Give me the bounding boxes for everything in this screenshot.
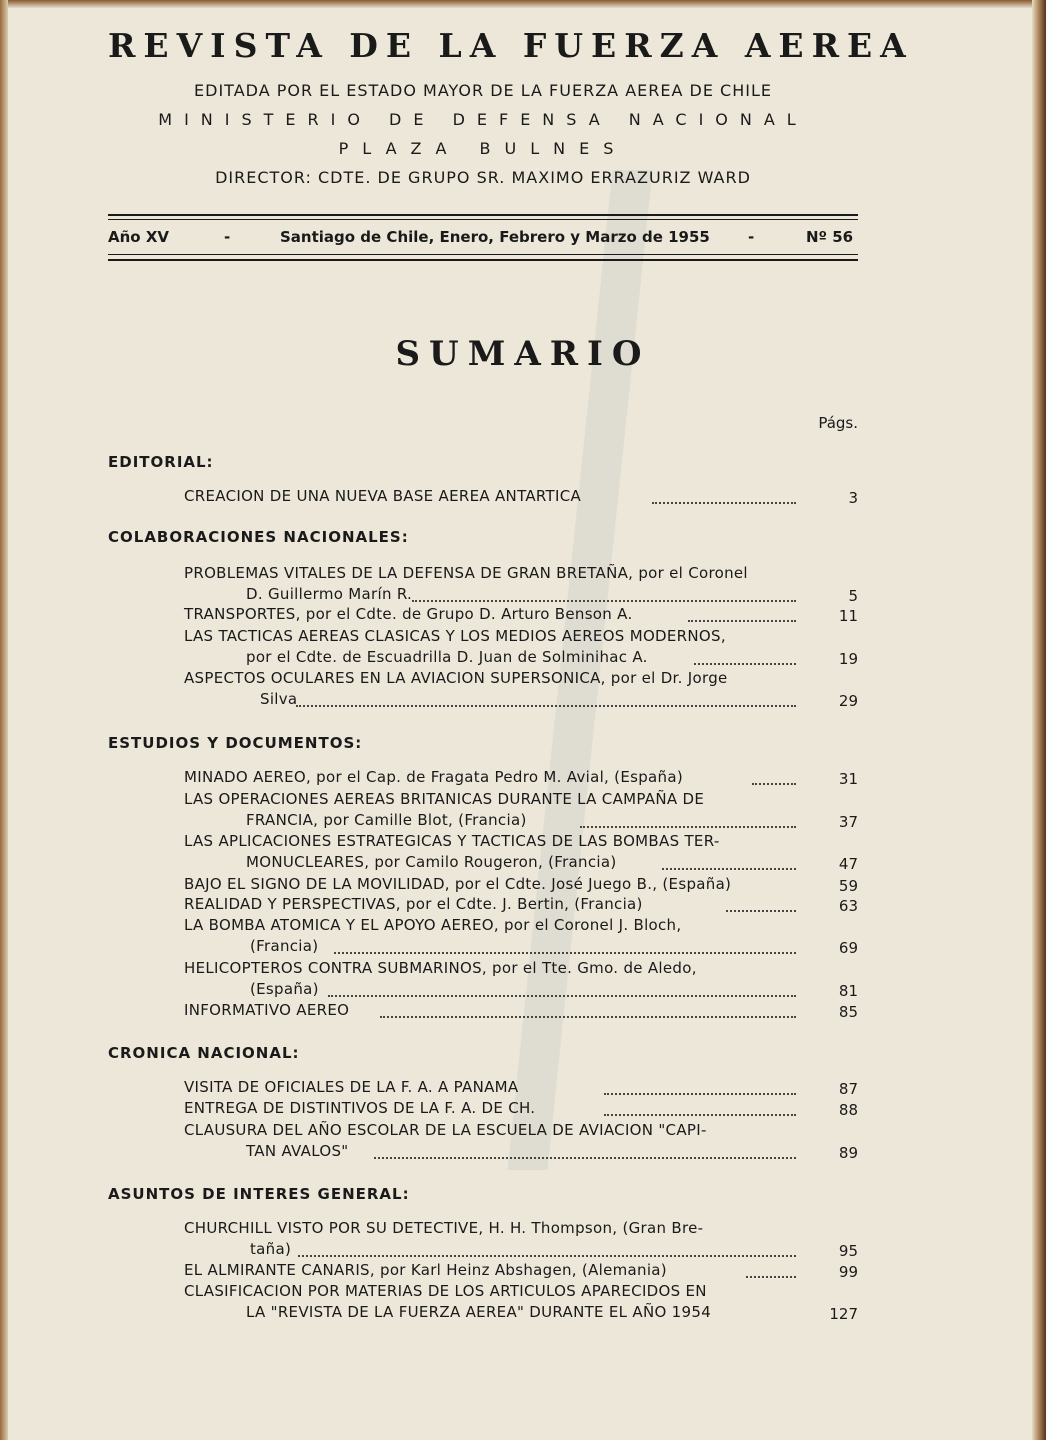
toc-entry-page: 29	[838, 692, 858, 710]
toc-entry-page: 19	[838, 650, 858, 668]
address-line: PLAZA BULNES	[338, 139, 628, 158]
section-editorial: EDITORIAL:	[108, 453, 214, 471]
toc-entry-continuation: taña)	[250, 1240, 292, 1258]
toc-entry-title: EL ALMIRANTE CANARIS, por Karl Heinz Abshagen, (Alemania)	[184, 1261, 667, 1279]
leader-dots	[652, 500, 796, 504]
issue-dash-2: -	[748, 228, 755, 246]
rule-top-1	[108, 214, 858, 216]
issue-number: Nº 56	[806, 228, 854, 246]
issue-info-row	[108, 228, 858, 250]
toc-entry-title: CLAUSURA DEL AÑO ESCOLAR DE LA ESCUELA DE AVIACION "CAPI-	[184, 1121, 707, 1139]
leader-dots	[374, 1155, 796, 1159]
toc-entry-continuation: TAN AVALOS"	[246, 1142, 349, 1160]
leader-dots	[328, 993, 796, 997]
leader-dots	[688, 618, 796, 622]
page-edge-top	[0, 0, 1046, 8]
page-edge-right	[1032, 0, 1046, 1440]
section-asuntos: ASUNTOS DE INTERES GENERAL:	[108, 1185, 410, 1203]
toc-entry-title: TRANSPORTES, por el Cdte. de Grupo D. Arturo Benson A.	[184, 605, 633, 623]
issue-place-date: Santiago de Chile, Enero, Febrero y Marzo de 1955	[280, 228, 710, 246]
leader-dots	[296, 703, 796, 707]
toc-entry-page: 59	[838, 877, 858, 895]
toc-entry-page: 89	[838, 1144, 858, 1162]
leader-dots	[580, 824, 796, 828]
toc-entry-title: MINADO AEREO, por el Cap. de Fragata Pedro M. Avial, (España)	[184, 768, 683, 786]
leader-dots	[298, 1253, 796, 1257]
toc-entry-title: ASPECTOS OCULARES EN LA AVIACION SUPERSONICA, por el Dr. Jorge	[184, 669, 728, 687]
toc-entry-title: CREACION DE UNA NUEVA BASE AEREA ANTARTICA	[184, 487, 582, 505]
director-line: DIRECTOR: CDTE. DE GRUPO SR. MAXIMO ERRAZURIZ WARD	[215, 168, 751, 187]
toc-entry-page: 99	[838, 1263, 858, 1281]
section-colaboraciones: COLABORACIONES NACIONALES:	[108, 528, 409, 546]
toc-entry-page: 63	[838, 897, 858, 915]
toc-entry-title: BAJO EL SIGNO DE LA MOVILIDAD, por el Cdte. José Juego B., (España)	[184, 875, 732, 893]
toc-entry-title: LAS TACTICAS AEREAS CLASICAS Y LOS MEDIOS AEREOS MODERNOS,	[184, 627, 726, 645]
leader-dots	[662, 866, 796, 870]
leader-dots	[752, 781, 796, 785]
toc-entry-continuation: FRANCIA, por Camille Blot, (Francia)	[246, 811, 527, 829]
toc-entry-continuation: D. Guillermo Marín R.	[246, 585, 413, 603]
toc-entry-page: 37	[838, 813, 858, 831]
toc-entry-page: 11	[838, 607, 858, 625]
rule-bottom-1	[108, 254, 858, 255]
toc-entry-continuation: MONUCLEARES, por Camilo Rougeron, (Francia)	[246, 853, 617, 871]
toc-entry-page: 127	[829, 1305, 858, 1323]
pages-column-label: Págs.	[818, 414, 858, 432]
toc-entry-page: 81	[838, 982, 858, 1000]
toc-entry-page: 87	[838, 1080, 858, 1098]
section-cronica: CRONICA NACIONAL:	[108, 1044, 300, 1062]
leader-dots	[334, 950, 796, 954]
toc-entry-title: LA BOMBA ATOMICA Y EL APOYO AEREO, por el Coronel J. Bloch,	[184, 916, 682, 934]
publisher-line: EDITADA POR EL ESTADO MAYOR DE LA FUERZA AEREA DE CHILE	[194, 81, 772, 100]
toc-entry-title: VISITA DE OFICIALES DE LA F. A. A PANAMA	[184, 1078, 519, 1096]
toc-entry-page: 95	[838, 1242, 858, 1260]
sumario-heading: SUMARIO	[395, 334, 651, 374]
toc-entry-title: CHURCHILL VISTO POR SU DETECTIVE, H. H. Thompson, (Gran Bre-	[184, 1219, 704, 1237]
toc-entry-title: INFORMATIVO AEREO	[184, 1001, 350, 1019]
page-edge-left	[0, 0, 8, 1440]
leader-dots	[412, 598, 796, 602]
toc-entry-title: HELICOPTEROS CONTRA SUBMARINOS, por el Tte. Gmo. de Aledo,	[184, 959, 697, 977]
toc-entry-continuation: (España)	[250, 980, 319, 998]
toc-entry-page: 47	[838, 855, 858, 873]
leader-dots	[604, 1112, 796, 1116]
toc-entry-continuation: por el Cdte. de Escuadrilla D. Juan de Solminihac A.	[246, 648, 648, 666]
toc-entry-title: PROBLEMAS VITALES DE LA DEFENSA DE GRAN BRETAÑA, por el Coronel	[184, 564, 748, 582]
rule-top-2	[108, 219, 858, 220]
leader-dots	[726, 908, 796, 912]
leader-dots	[604, 1091, 796, 1095]
leader-dots	[746, 1274, 796, 1278]
toc-entry-title: CLASIFICACION POR MATERIAS DE LOS ARTICULOS APARECIDOS EN	[184, 1282, 707, 1300]
leader-dots	[380, 1014, 796, 1018]
toc-entry-page: 88	[838, 1101, 858, 1119]
issue-dash-1: -	[224, 228, 231, 246]
issue-year: Año XV	[108, 228, 169, 246]
toc-entry-title: ENTREGA DE DISTINTIVOS DE LA F. A. DE CH.	[184, 1099, 536, 1117]
leader-dots	[694, 661, 796, 665]
toc-entry-page: 3	[848, 489, 858, 507]
toc-entry-page: 85	[838, 1003, 858, 1021]
section-estudios: ESTUDIOS Y DOCUMENTOS:	[108, 734, 363, 752]
toc-entry-continuation: LA "REVISTA DE LA FUERZA AEREA" DURANTE EL AÑO 1954	[246, 1303, 712, 1321]
toc-entry-continuation: (Francia)	[250, 937, 319, 955]
toc-entry-page: 31	[838, 770, 858, 788]
toc-entry-title: LAS OPERACIONES AEREAS BRITANICAS DURANTE LA CAMPAÑA DE	[184, 790, 705, 808]
magazine-title: REVISTA DE LA FUERZA AEREA	[108, 26, 914, 65]
toc-entry-title: REALIDAD Y PERSPECTIVAS, por el Cdte. J. Bertin, (Francia)	[184, 895, 643, 913]
toc-entry-title: LAS APLICACIONES ESTRATEGICAS Y TACTICAS DE LAS BOMBAS TER-	[184, 832, 720, 850]
toc-entry-continuation: Silva	[260, 690, 298, 708]
toc-entry-page: 69	[838, 939, 858, 957]
ministry-line: MINISTERIO DE DEFENSA NACIONAL	[158, 110, 808, 129]
masthead	[108, 26, 914, 187]
rule-bottom-2	[108, 259, 858, 261]
toc-entry-page: 5	[848, 587, 858, 605]
